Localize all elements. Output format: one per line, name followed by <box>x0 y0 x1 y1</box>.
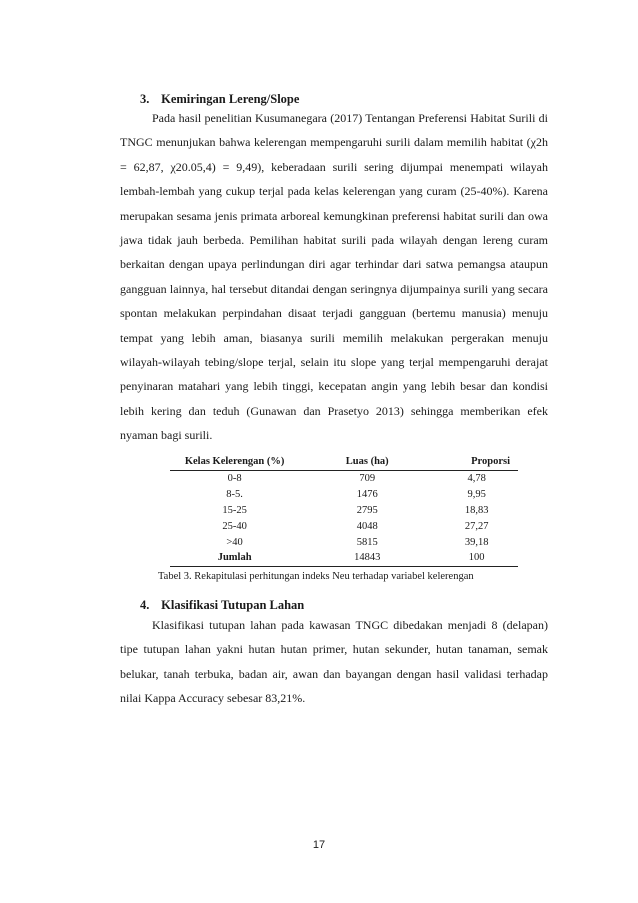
header-luas: Luas (ha) <box>299 453 435 471</box>
table-total-row <box>170 550 518 566</box>
total-proporsi: 100 <box>435 550 518 566</box>
total-label: Jumlah <box>170 550 299 566</box>
table-row <box>170 503 518 519</box>
section-3-paragraph: Pada hasil penelitian Kusumanegara (2017) Tentangan Preferensi Habitat Surili di TNGC menunjukan bahwa kelerengan mempengaruhi surili dalam memilih habitat (χ2h = 62,87, χ20.05,4) = 9,49), keberadaan surili sering dijumpai menempati wilayah lembah-lembah yang cukup terjal pada kelas kelerengan yang curam (25-40%). Karena merupakan sesama jenis primata arboreal kemungkinan preferensi habitat surili dan owa jawa tidak jauh berbeda. Pemilihan habitat surili pada wilayah dengan lereng curam berkaitan dengan upaya perlindungan diri agar terhindar dari satwa pemangsa ataupun gangguan lainnya, hal tersebut ditandai dengan seringnya dijumpainya surili yang secara spontan melakukan perpindahan disaat terjadi gangguan (bertemu manusia) menuju tempat yang lebih aman, biasanya surili memilih melakukan pergerakan menuju wilayah-wilayah tebing/slope terjal, selain itu slope yang terjal mempengaruhi derajat penyinaran matahari yang lebih tinggi, kecepatan angin yang lebih besar dan kondisi lebih kering dan teduh (Gunawan dan Prasetyo 2013) sehingga memberikan efek nyaman bagi surili. <box>120 111 548 443</box>
section-4-number: 4. <box>140 598 150 612</box>
table-row <box>170 487 518 503</box>
cell-kelas: 0-8 <box>227 473 242 485</box>
table-caption: Tabel 3. Rekapitulasi perhitungan indeks Neu terhadap variabel kelerengan <box>158 571 474 582</box>
section-3-heading <box>140 92 299 107</box>
table-row <box>170 518 518 534</box>
section-4-paragraph: Klasifikasi tutupan lahan pada kawasan TNGC dibedakan menjadi 8 (delapan) tipe tutupan lahan yakni hutan hutan primer, hutan sekunder, hutan tanaman, semak belukar, tanah terbuka, badan air, awan dan bayangan dengan hasil validasi terhadap nilai Kappa Accuracy sebesar 83,21%. <box>120 618 548 706</box>
table-header-row <box>170 453 518 471</box>
cell-luas: 5815 <box>356 536 378 548</box>
header-proporsi: Proporsi <box>435 453 518 471</box>
cell-luas: 709 <box>359 473 376 485</box>
cell-proporsi: 9,95 <box>467 489 486 501</box>
cell-proporsi: 27,27 <box>464 520 489 532</box>
total-luas: 14843 <box>299 550 435 566</box>
section-3-title: Kemiringan Lereng/Slope <box>161 92 300 106</box>
table-row <box>170 534 518 550</box>
cell-proporsi: 39,18 <box>464 536 489 548</box>
cell-luas: 2795 <box>356 504 378 516</box>
page-number: 17 <box>312 839 326 851</box>
cell-luas: 1476 <box>356 489 378 501</box>
header-kelas: Kelas Kelerengan (%) <box>170 453 299 471</box>
cell-kelas: 25-40 <box>222 520 247 532</box>
section-3-number: 3. <box>140 92 150 106</box>
slope-table <box>170 453 518 567</box>
cell-proporsi: 18,83 <box>464 504 489 516</box>
section-4-title: Klasifikasi Tutupan Lahan <box>161 598 305 612</box>
cell-proporsi: 4,78 <box>467 473 486 485</box>
cell-kelas: >40 <box>226 536 243 548</box>
section-4-heading <box>140 598 304 613</box>
table-row <box>170 471 518 487</box>
cell-luas: 4048 <box>356 520 378 532</box>
cell-kelas: 8-5. <box>226 489 243 501</box>
cell-kelas: 15-25 <box>222 504 247 516</box>
